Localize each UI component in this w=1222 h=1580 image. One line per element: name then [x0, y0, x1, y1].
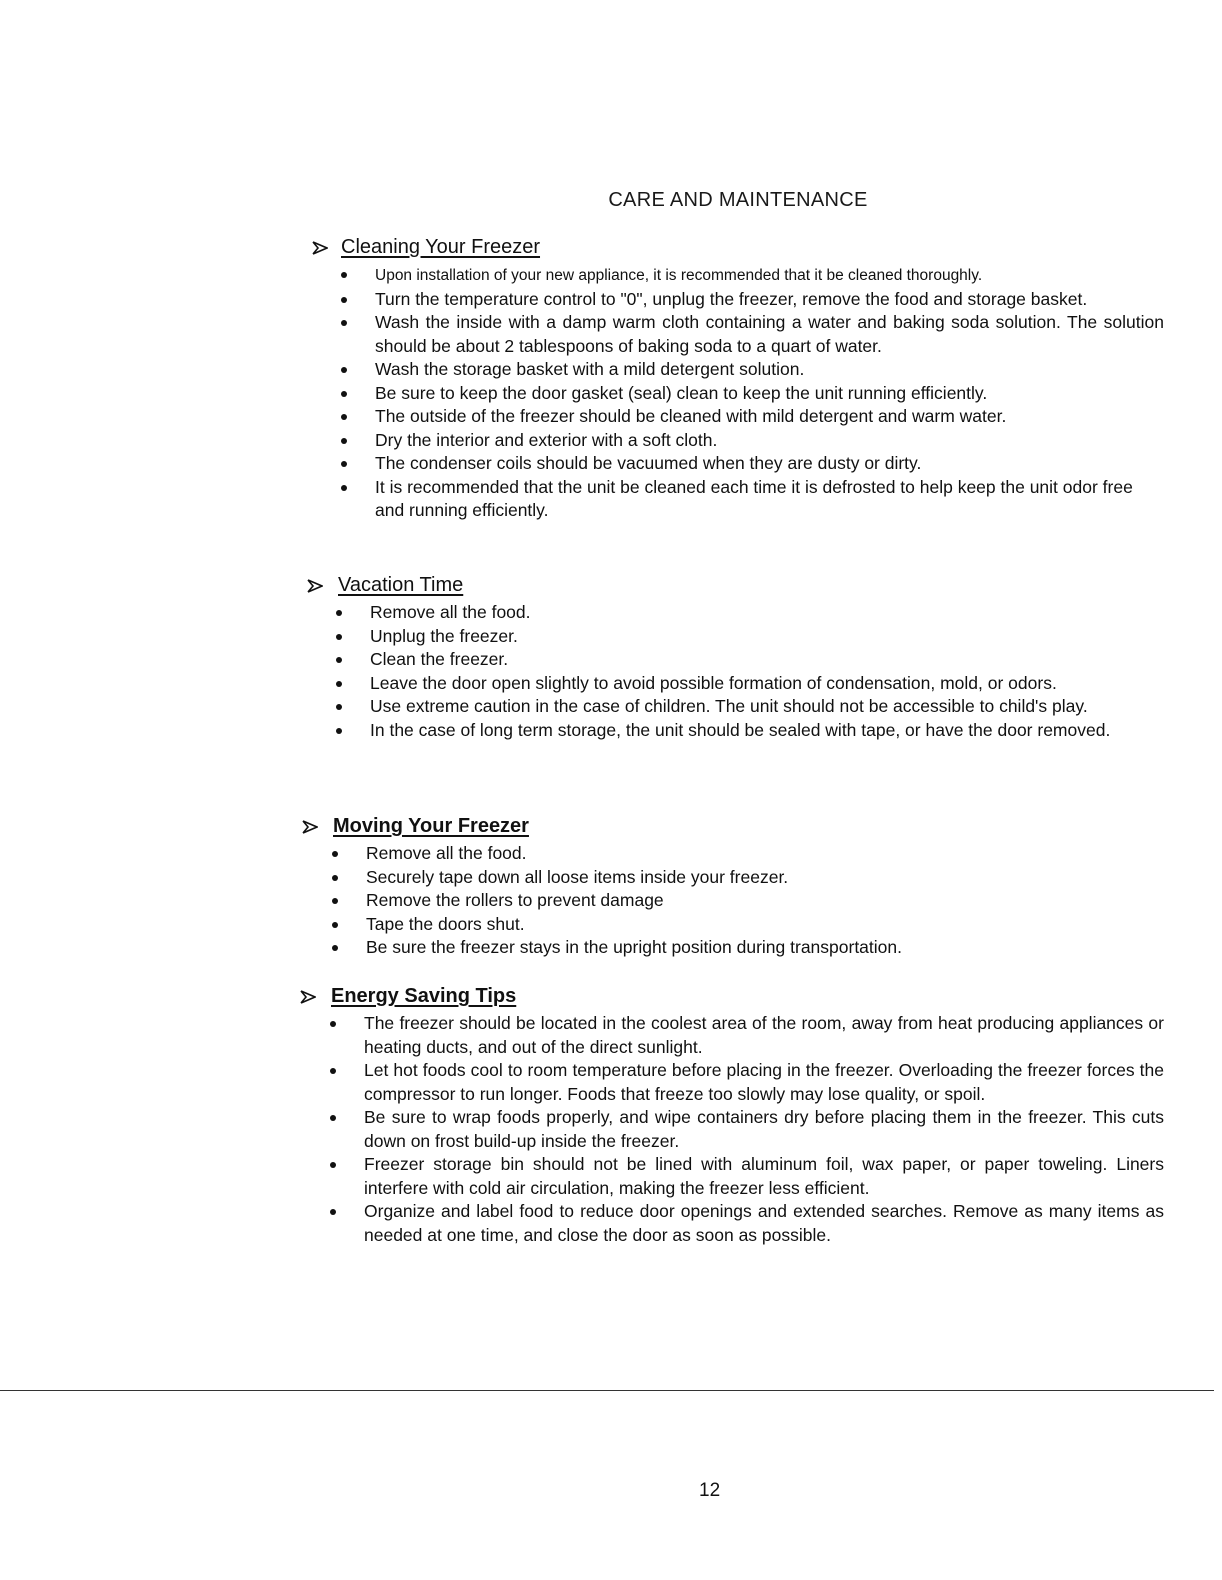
list-item-text: Upon installation of your new appliance, it is recommended that it be cleaned thoroughly. — [375, 267, 983, 284]
list-item — [332, 866, 1164, 890]
bullet-dot-icon — [332, 922, 338, 928]
list-item — [332, 842, 1164, 866]
section-vacation — [307, 574, 1164, 742]
list-item-text: Clean the freezer. — [370, 649, 509, 669]
bullet-list — [336, 601, 1164, 742]
list-item — [341, 288, 1164, 312]
bullet-list — [332, 842, 1164, 960]
page-number: 12 — [699, 1480, 721, 1501]
bullet-dot-icon — [336, 610, 342, 616]
list-item — [332, 889, 1164, 913]
list-item-text: Wash the storage basket with a mild detergent solution. — [375, 359, 805, 379]
list-item — [336, 719, 1164, 743]
bullet-dot-icon — [332, 945, 338, 951]
list-item — [341, 358, 1164, 382]
list-item-text: The freezer should be located in the coolest area of the room, away from heat producing appliances or heating ducts, and out of the direct sunlight. — [364, 1013, 1164, 1057]
bullet-dot-icon — [341, 438, 347, 444]
arrow-bullet-icon — [302, 819, 318, 835]
list-item-text: Wash the inside with a damp warm cloth containing a water and baking soda solution. The solution should be about 2 tablespoons of baking soda to a quart of water. — [375, 312, 1164, 356]
list-item — [332, 913, 1164, 937]
bullet-dot-icon — [341, 297, 347, 303]
bullet-dot-icon — [341, 414, 347, 420]
list-item-text: Remove the rollers to prevent damage — [366, 890, 664, 910]
list-item — [341, 476, 1164, 523]
section-cleaning — [312, 236, 1164, 523]
bullet-dot-icon — [330, 1068, 336, 1074]
list-item — [336, 672, 1164, 696]
list-item-text: Dry the interior and exterior with a soft cloth. — [375, 429, 718, 450]
list-item-text: Use extreme caution in the case of children. The unit should not be accessible to child's play. — [370, 696, 1088, 716]
list-item-text: Remove all the food. — [366, 843, 527, 863]
list-item — [336, 695, 1164, 719]
section-energy — [300, 985, 1164, 1247]
list-item-text: Freezer storage bin should not be lined with aluminum foil, wax paper, or paper toweling. Liners interfere with cold air circulation, making the freezer less efficient. — [364, 1154, 1164, 1198]
bullet-list — [330, 1012, 1164, 1247]
list-item-text: Tape the doors shut. — [366, 913, 525, 934]
list-item — [336, 625, 1164, 649]
list-item-text: In the case of long term storage, the unit should be sealed with tape, or have the door removed. — [370, 719, 1111, 740]
arrow-bullet-icon — [307, 578, 323, 594]
list-item — [341, 311, 1164, 358]
list-item-text: Leave the door open slightly to avoid possible formation of condensation, mold, or odors. — [370, 672, 1057, 693]
bullet-dot-icon — [341, 391, 347, 397]
bullet-dot-icon — [336, 657, 342, 663]
list-item-text: It is recommended that the unit be cleaned each time it is defrosted to help keep the unit odor free and running efficiently. — [375, 476, 1133, 520]
list-item — [330, 1012, 1164, 1059]
bullet-dot-icon — [341, 272, 347, 278]
section-header — [312, 236, 1164, 262]
bullet-dot-icon — [341, 485, 347, 491]
bullet-dot-icon — [330, 1162, 336, 1168]
list-item — [341, 405, 1164, 429]
section-title: Moving Your Freezer — [333, 815, 529, 837]
list-item-text: The condenser coils should be vacuumed when they are dusty or dirty. — [375, 453, 922, 473]
section-title: Cleaning Your Freezer — [341, 236, 541, 258]
list-item — [341, 382, 1164, 406]
list-item-text: Be sure to keep the door gasket (seal) clean to keep the unit running efficiently. — [375, 382, 988, 403]
list-item — [330, 1153, 1164, 1200]
bullet-list — [341, 263, 1164, 523]
bullet-dot-icon — [336, 704, 342, 710]
list-item — [330, 1059, 1164, 1106]
bullet-dot-icon — [330, 1021, 336, 1027]
list-item-text: Remove all the food. — [370, 602, 531, 622]
section-header — [307, 574, 1164, 600]
bullet-dot-icon — [336, 634, 342, 640]
arrow-bullet-icon — [300, 989, 316, 1005]
list-item — [336, 648, 1164, 672]
list-item — [330, 1106, 1164, 1153]
bullet-dot-icon — [341, 320, 347, 326]
page-title: CARE AND MAINTENANCE — [608, 189, 868, 211]
bullet-dot-icon — [332, 851, 338, 857]
section-header — [302, 815, 1164, 841]
list-item-text: Be sure the freezer stays in the upright position during transportation. — [366, 937, 902, 957]
bullet-dot-icon — [332, 898, 338, 904]
list-item — [341, 429, 1164, 453]
list-item-text: Turn the temperature control to "0", unplug the freezer, remove the food and storage basket. — [375, 288, 1088, 309]
list-item-text: Organize and label food to reduce door openings and extended searches. Remove as many items as needed at one time, and close the door as soon as possible. — [364, 1201, 1164, 1245]
list-item-text: Let hot foods cool to room temperature before placing in the freezer. Overloading the freezer forces the compressor to run longer. Foods that freeze too slowly may lose quality, or spoil. — [364, 1060, 1164, 1104]
list-item — [341, 263, 1164, 288]
bullet-dot-icon — [341, 461, 347, 467]
section-moving — [302, 815, 1164, 960]
section-title: Energy Saving Tips — [331, 985, 517, 1007]
list-item-text: The outside of the freezer should be cleaned with mild detergent and warm water. — [375, 406, 1007, 426]
list-item-text: Be sure to wrap foods properly, and wipe containers dry before placing them in the freezer. This cuts down on frost build-up inside the freezer. — [364, 1107, 1164, 1151]
bullet-dot-icon — [341, 367, 347, 373]
bullet-dot-icon — [330, 1115, 336, 1121]
bullet-dot-icon — [336, 681, 342, 687]
bullet-dot-icon — [332, 875, 338, 881]
list-item — [336, 601, 1164, 625]
arrow-bullet-icon — [312, 240, 328, 256]
bullet-dot-icon — [330, 1209, 336, 1215]
list-item-text: Securely tape down all loose items inside your freezer. — [366, 866, 789, 887]
bullet-dot-icon — [336, 728, 342, 734]
section-header — [300, 985, 1164, 1011]
list-item-text: Unplug the freezer. — [370, 625, 518, 646]
list-item — [341, 452, 1164, 476]
footer-divider — [0, 1390, 1214, 1391]
list-item — [332, 936, 1164, 960]
section-title: Vacation Time — [338, 574, 464, 596]
list-item — [330, 1200, 1164, 1247]
